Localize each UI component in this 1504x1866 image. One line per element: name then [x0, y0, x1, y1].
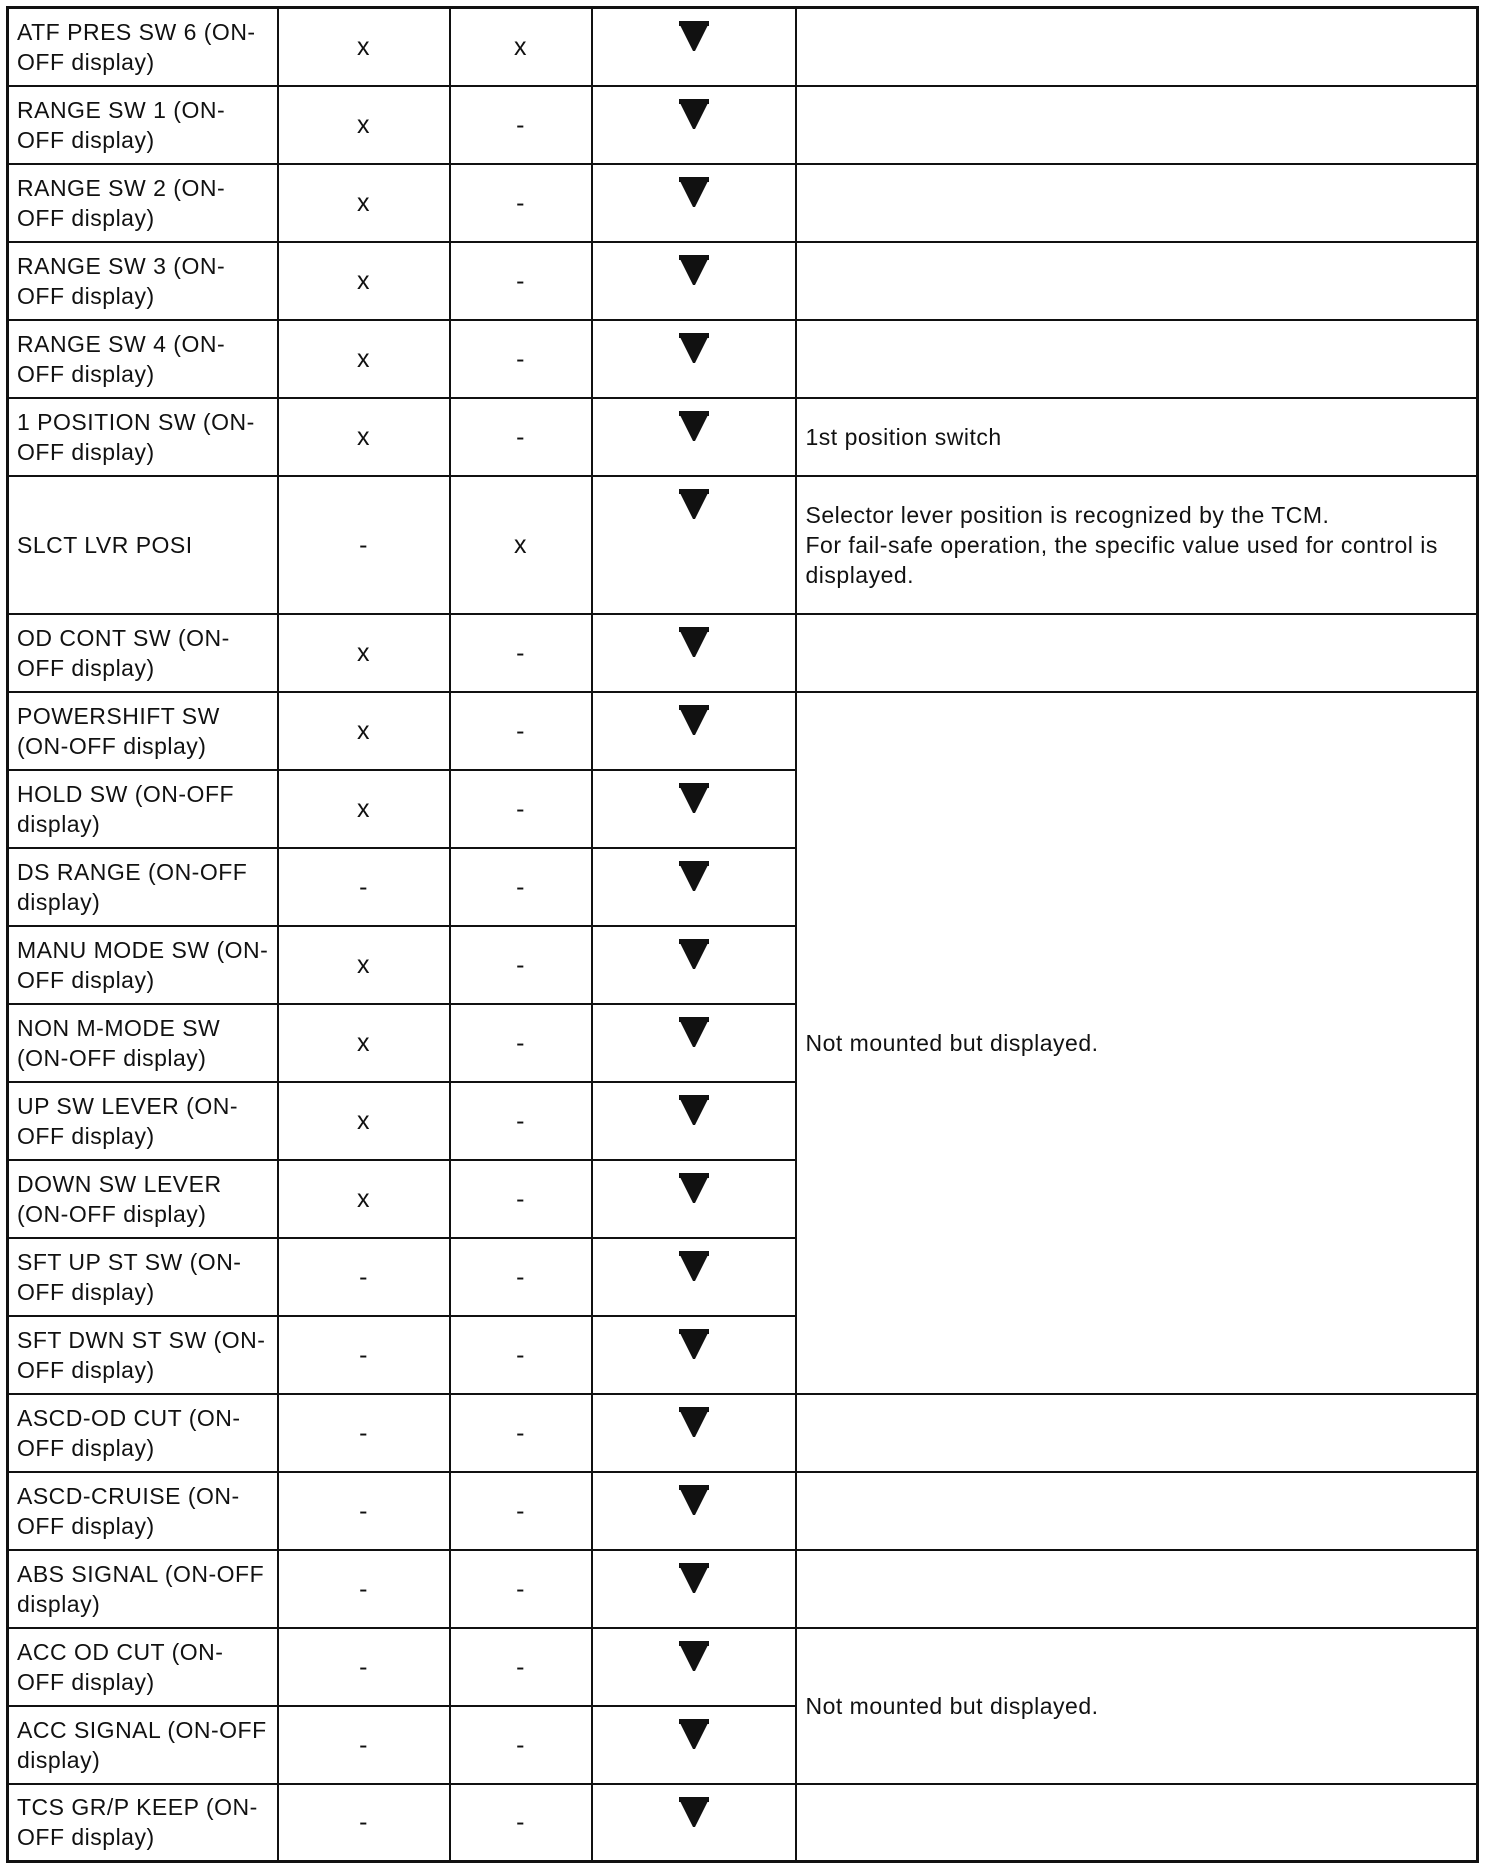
down-triangle-icon — [679, 411, 709, 443]
arrow-cell — [592, 398, 796, 476]
arrow-cell — [592, 476, 796, 614]
table-row — [8, 164, 1478, 242]
monitor-mark-col2: x — [278, 242, 450, 320]
monitor-mark-col3: - — [450, 320, 592, 398]
monitor-mark-col2: x — [278, 692, 450, 770]
monitor-mark-col2: x — [278, 926, 450, 1004]
down-triangle-icon — [679, 21, 709, 53]
remark-cell — [796, 1784, 1478, 1862]
down-triangle-icon — [679, 1797, 709, 1829]
monitor-item-name: TCS GR/P KEEP (ON-OFF display) — [8, 1784, 278, 1862]
down-triangle-icon — [679, 1563, 709, 1595]
down-triangle-icon — [679, 177, 709, 209]
monitor-mark-col2: - — [278, 848, 450, 926]
arrow-cell — [592, 242, 796, 320]
remark-text: Not mounted but displayed. — [805, 1692, 1099, 1719]
table-row — [8, 1472, 1478, 1550]
monitor-item-name: 1 POSITION SW (ON-OFF display) — [8, 398, 278, 476]
down-triangle-icon — [679, 939, 709, 971]
table-row — [8, 1550, 1478, 1628]
monitor-item-name: ABS SIGNAL (ON-OFF display) — [8, 1550, 278, 1628]
arrow-cell — [592, 1316, 796, 1394]
table-row — [8, 8, 1478, 86]
monitor-mark-col2: x — [278, 1082, 450, 1160]
down-triangle-icon — [679, 705, 709, 737]
down-triangle-icon — [679, 1485, 709, 1517]
monitor-item-name: SFT UP ST SW (ON-OFF display) — [8, 1238, 278, 1316]
monitor-item-name: ASCD-OD CUT (ON-OFF display) — [8, 1394, 278, 1472]
remark-cell — [796, 1628, 1478, 1784]
monitor-mark-col3: - — [450, 1238, 592, 1316]
remark-text: Selector lever position is recognized by the TCM. — [805, 501, 1330, 528]
down-triangle-icon — [679, 861, 709, 893]
arrow-cell — [592, 614, 796, 692]
monitor-mark-col2: - — [278, 1238, 450, 1316]
remark-text: 1st position switch — [805, 423, 1002, 450]
arrow-cell — [592, 1082, 796, 1160]
down-triangle-icon — [679, 333, 709, 365]
monitor-item-name: NON M-MODE SW (ON-OFF display) — [8, 1004, 278, 1082]
monitor-item-name: OD CONT SW (ON-OFF display) — [8, 614, 278, 692]
arrow-cell — [592, 320, 796, 398]
monitor-mark-col3: - — [450, 1628, 592, 1706]
monitor-mark-col2: - — [278, 1706, 450, 1784]
remark-cell — [796, 164, 1478, 242]
monitor-mark-col2: x — [278, 164, 450, 242]
down-triangle-icon — [679, 99, 709, 131]
arrow-cell — [592, 1238, 796, 1316]
monitor-mark-col2: - — [278, 1784, 450, 1862]
monitor-mark-col3: - — [450, 164, 592, 242]
remark-cell — [796, 86, 1478, 164]
monitor-item-name: ATF PRES SW 6 (ON-OFF display) — [8, 8, 278, 86]
arrow-cell — [592, 1628, 796, 1706]
remark-cell — [796, 476, 1478, 614]
down-triangle-icon — [679, 1641, 709, 1673]
remark-cell — [796, 614, 1478, 692]
arrow-cell — [592, 1784, 796, 1862]
monitor-mark-col2: - — [278, 1316, 450, 1394]
monitor-mark-col2: - — [278, 476, 450, 614]
monitor-item-name: RANGE SW 3 (ON-OFF display) — [8, 242, 278, 320]
table-row — [8, 86, 1478, 164]
arrow-cell — [592, 86, 796, 164]
monitor-mark-col2: x — [278, 398, 450, 476]
down-triangle-icon — [679, 783, 709, 815]
monitor-mark-col3: - — [450, 1160, 592, 1238]
monitor-item-name: MANU MODE SW (ON-OFF display) — [8, 926, 278, 1004]
down-triangle-icon — [679, 1407, 709, 1439]
table-row — [8, 476, 1478, 614]
monitor-item-name: ACC SIGNAL (ON-OFF display) — [8, 1706, 278, 1784]
table-row — [8, 242, 1478, 320]
monitor-mark-col3: - — [450, 692, 592, 770]
monitor-item-name: RANGE SW 2 (ON-OFF display) — [8, 164, 278, 242]
monitor-mark-col2: x — [278, 614, 450, 692]
monitor-mark-col2: x — [278, 1160, 450, 1238]
monitor-mark-col3: - — [450, 1784, 592, 1862]
monitor-mark-col3: - — [450, 770, 592, 848]
monitor-mark-col2: - — [278, 1628, 450, 1706]
monitor-mark-col3: x — [450, 8, 592, 86]
arrow-cell — [592, 1706, 796, 1784]
monitor-mark-col3: - — [450, 614, 592, 692]
table-row — [8, 1628, 1478, 1706]
monitor-mark-col3: - — [450, 1316, 592, 1394]
remark-cell — [796, 8, 1478, 86]
arrow-cell — [592, 1004, 796, 1082]
down-triangle-icon — [679, 1017, 709, 1049]
table-row — [8, 1784, 1478, 1862]
monitor-item-name: RANGE SW 4 (ON-OFF display) — [8, 320, 278, 398]
monitor-item-name: DS RANGE (ON-OFF display) — [8, 848, 278, 926]
monitor-item-name: DOWN SW LEVER (ON-OFF display) — [8, 1160, 278, 1238]
arrow-cell — [592, 164, 796, 242]
data-monitor-table — [6, 6, 1479, 1863]
arrow-cell — [592, 8, 796, 86]
monitor-mark-col2: - — [278, 1550, 450, 1628]
monitor-mark-col3: - — [450, 1550, 592, 1628]
table-row — [8, 1394, 1478, 1472]
down-triangle-icon — [679, 627, 709, 659]
arrow-cell — [592, 1472, 796, 1550]
monitor-mark-col3: x — [450, 476, 592, 614]
table-row — [8, 320, 1478, 398]
down-triangle-icon — [679, 1251, 709, 1283]
monitor-mark-col2: - — [278, 1394, 450, 1472]
monitor-item-name: RANGE SW 1 (ON-OFF display) — [8, 86, 278, 164]
monitor-item-name: HOLD SW (ON-OFF display) — [8, 770, 278, 848]
arrow-cell — [592, 1550, 796, 1628]
monitor-mark-col2: - — [278, 1472, 450, 1550]
monitor-mark-col3: - — [450, 86, 592, 164]
table-row — [8, 614, 1478, 692]
remark-cell — [796, 692, 1478, 1394]
monitor-item-name: SLCT LVR POSI — [8, 476, 278, 614]
monitor-item-name: POWERSHIFT SW (ON-OFF display) — [8, 692, 278, 770]
table-row — [8, 398, 1478, 476]
monitor-mark-col3: - — [450, 1004, 592, 1082]
arrow-cell — [592, 926, 796, 1004]
remark-text: Not mounted but displayed. — [805, 1029, 1099, 1056]
remark-cell — [796, 1394, 1478, 1472]
remark-text: For fail-safe operation, the specific value used for control is displayed. — [805, 531, 1438, 588]
monitor-mark-col3: - — [450, 1394, 592, 1472]
monitor-mark-col2: x — [278, 8, 450, 86]
down-triangle-icon — [679, 1719, 709, 1751]
monitor-item-name: ACC OD CUT (ON-OFF display) — [8, 1628, 278, 1706]
down-triangle-icon — [679, 1329, 709, 1361]
monitor-item-name: SFT DWN ST SW (ON-OFF display) — [8, 1316, 278, 1394]
down-triangle-icon — [679, 1173, 709, 1205]
monitor-item-name: ASCD-CRUISE (ON-OFF display) — [8, 1472, 278, 1550]
table-body — [8, 8, 1478, 1862]
monitor-mark-col3: - — [450, 926, 592, 1004]
monitor-mark-col3: - — [450, 848, 592, 926]
arrow-cell — [592, 692, 796, 770]
monitor-mark-col2: x — [278, 86, 450, 164]
monitor-mark-col3: - — [450, 1706, 592, 1784]
monitor-mark-col3: - — [450, 1082, 592, 1160]
monitor-mark-col2: x — [278, 320, 450, 398]
arrow-cell — [592, 848, 796, 926]
remark-cell — [796, 1472, 1478, 1550]
monitor-mark-col2: x — [278, 1004, 450, 1082]
monitor-mark-col3: - — [450, 1472, 592, 1550]
arrow-cell — [592, 770, 796, 848]
down-triangle-icon — [679, 489, 709, 521]
table-row — [8, 692, 1478, 770]
monitor-mark-col3: - — [450, 398, 592, 476]
down-triangle-icon — [679, 1095, 709, 1127]
remark-cell — [796, 320, 1478, 398]
monitor-mark-col2: x — [278, 770, 450, 848]
arrow-cell — [592, 1160, 796, 1238]
arrow-cell — [592, 1394, 796, 1472]
remark-cell — [796, 1550, 1478, 1628]
monitor-mark-col3: - — [450, 242, 592, 320]
remark-cell — [796, 242, 1478, 320]
remark-cell — [796, 398, 1478, 476]
monitor-item-name: UP SW LEVER (ON-OFF display) — [8, 1082, 278, 1160]
down-triangle-icon — [679, 255, 709, 287]
